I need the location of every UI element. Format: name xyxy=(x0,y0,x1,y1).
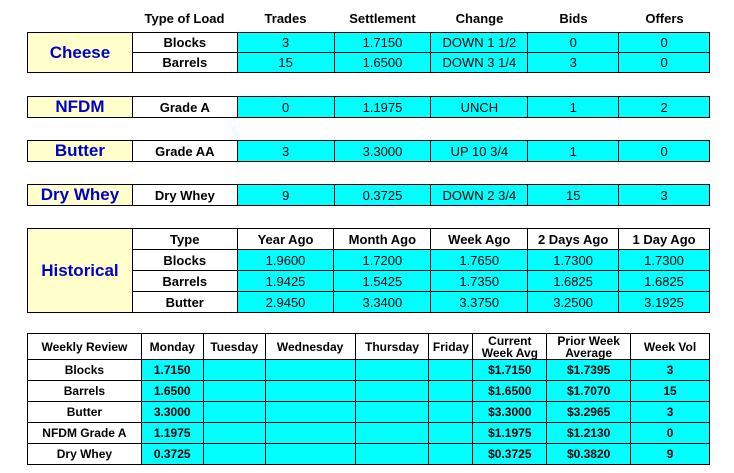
butter-bids: 1 xyxy=(528,141,619,162)
historical-cell: 1.7300 xyxy=(619,250,710,271)
weekly-current-avg-cell: $1.7150 xyxy=(473,360,547,381)
historical-cell: 1.9600 xyxy=(237,250,334,271)
weekly-thursday-cell xyxy=(355,402,429,423)
weekly-header-wednesday: Wednesday xyxy=(265,334,355,360)
historical-cell: 3.3750 xyxy=(431,292,528,313)
cheese-blocks-type: Blocks xyxy=(132,33,237,53)
butter-label: Butter xyxy=(28,141,133,162)
nfdm-change: UNCH xyxy=(431,97,528,118)
weekly-wednesday-cell xyxy=(265,381,355,402)
butter-settlement: 3.3000 xyxy=(334,141,431,162)
cheese-barrels-settlement: 1.6500 xyxy=(334,53,431,73)
weekly-review-table xyxy=(27,333,710,465)
drywhey-offers: 3 xyxy=(619,185,710,206)
weekly-row-label: Dry Whey xyxy=(28,444,142,465)
weekly-wednesday-cell xyxy=(265,444,355,465)
butter-trades: 3 xyxy=(237,141,334,162)
weekly-prior-avg-cell: $0.3820 xyxy=(547,444,631,465)
header-change: Change xyxy=(455,10,504,26)
cheese-table xyxy=(27,32,710,73)
drywhey-type: Dry Whey xyxy=(132,185,237,206)
weekly-current-avg-cell: $3.3000 xyxy=(473,402,547,423)
nfdm-table xyxy=(27,96,710,118)
header-bids: Bids xyxy=(559,10,588,26)
cheese-barrels-change: DOWN 3 1/4 xyxy=(431,53,528,73)
weekly-vol-cell: 3 xyxy=(631,402,710,423)
weekly-vol-cell: 15 xyxy=(631,381,710,402)
historical-header-year-ago: Year Ago xyxy=(237,229,334,250)
weekly-friday-cell xyxy=(429,381,473,402)
historical-cell: 1.7650 xyxy=(431,250,528,271)
weekly-thursday-cell xyxy=(355,381,429,402)
drywhey-change: DOWN 2 3/4 xyxy=(431,185,528,206)
weekly-vol-cell: 0 xyxy=(631,423,710,444)
weekly-row-label: Barrels xyxy=(28,381,142,402)
weekly-tuesday-cell xyxy=(203,381,265,402)
weekly-friday-cell xyxy=(429,360,473,381)
nfdm-settlement: 1.1975 xyxy=(334,97,431,118)
cheese-barrels-type: Barrels xyxy=(132,53,237,73)
cheese-barrels-trades: 15 xyxy=(237,53,334,73)
weekly-prior-avg-cell: $3.2965 xyxy=(547,402,631,423)
historical-cell: 3.1925 xyxy=(619,292,710,313)
header-trades: Trades xyxy=(264,10,307,26)
weekly-vol-cell: 3 xyxy=(631,360,710,381)
weekly-wednesday-cell xyxy=(265,360,355,381)
cheese-blocks-bids: 0 xyxy=(528,33,619,53)
nfdm-type: Grade A xyxy=(132,97,237,118)
historical-row-type: Butter xyxy=(132,292,237,313)
header-offers: Offers xyxy=(645,10,684,26)
weekly-header-monday: Monday xyxy=(141,334,203,360)
historical-header-month-ago: Month Ago xyxy=(334,229,431,250)
cheese-barrels-offers: 0 xyxy=(619,53,710,73)
weekly-row-label: NFDM Grade A xyxy=(28,423,142,444)
historical-table xyxy=(27,228,710,313)
weekly-monday-cell: 0.3725 xyxy=(141,444,203,465)
weekly-prior-avg-cell: $1.7070 xyxy=(547,381,631,402)
weekly-tuesday-cell xyxy=(203,360,265,381)
weekly-thursday-cell xyxy=(355,423,429,444)
top-header xyxy=(132,9,710,27)
cheese-barrels-bids: 3 xyxy=(528,53,619,73)
weekly-monday-cell: 1.1975 xyxy=(141,423,203,444)
historical-cell: 3.2500 xyxy=(528,292,619,313)
historical-cell: 1.7350 xyxy=(431,271,528,292)
drywhey-bids: 15 xyxy=(528,185,619,206)
weekly-current-avg-cell: $0.3725 xyxy=(473,444,547,465)
weekly-friday-cell xyxy=(429,423,473,444)
cheese-blocks-change: DOWN 1 1/2 xyxy=(431,33,528,53)
historical-cell: 1.6825 xyxy=(619,271,710,292)
cheese-label: Cheese xyxy=(28,33,133,73)
drywhey-table xyxy=(27,184,710,206)
historical-row-type: Blocks xyxy=(132,250,237,271)
weekly-header-week-vol: Week Vol xyxy=(631,334,710,360)
weekly-thursday-cell xyxy=(355,444,429,465)
historical-header-type: Type xyxy=(132,229,237,250)
butter-change: UP 10 3/4 xyxy=(431,141,528,162)
drywhey-settlement: 0.3725 xyxy=(334,185,431,206)
weekly-tuesday-cell xyxy=(203,444,265,465)
butter-type: Grade AA xyxy=(132,141,237,162)
drywhey-trades: 9 xyxy=(237,185,334,206)
weekly-vol-cell: 9 xyxy=(631,444,710,465)
nfdm-trades: 0 xyxy=(237,97,334,118)
butter-table xyxy=(27,140,710,162)
weekly-wednesday-cell xyxy=(265,402,355,423)
historical-cell: 2.9450 xyxy=(237,292,334,313)
butter-offers: 0 xyxy=(619,141,710,162)
nfdm-offers: 2 xyxy=(619,97,710,118)
weekly-monday-cell: 1.7150 xyxy=(141,360,203,381)
weekly-header-friday: Friday xyxy=(429,334,473,360)
weekly-row-label: Blocks xyxy=(28,360,142,381)
weekly-header-thursday: Thursday xyxy=(355,334,429,360)
weekly-header-label: Weekly Review xyxy=(28,334,142,360)
historical-cell: 1.6825 xyxy=(528,271,619,292)
weekly-friday-cell xyxy=(429,444,473,465)
historical-cell: 1.9425 xyxy=(237,271,334,292)
nfdm-bids: 1 xyxy=(528,97,619,118)
weekly-monday-cell: 3.3000 xyxy=(141,402,203,423)
historical-cell: 1.5425 xyxy=(334,271,431,292)
weekly-friday-cell xyxy=(429,402,473,423)
historical-cell: 1.7300 xyxy=(528,250,619,271)
weekly-current-avg-cell: $1.6500 xyxy=(473,381,547,402)
drywhey-label: Dry Whey xyxy=(28,185,133,206)
header-settlement: Settlement xyxy=(349,10,416,26)
weekly-tuesday-cell xyxy=(203,402,265,423)
weekly-monday-cell: 1.6500 xyxy=(141,381,203,402)
cheese-blocks-settlement: 1.7150 xyxy=(334,33,431,53)
weekly-thursday-cell xyxy=(355,360,429,381)
weekly-wednesday-cell xyxy=(265,423,355,444)
weekly-tuesday-cell xyxy=(203,423,265,444)
cheese-blocks-offers: 0 xyxy=(619,33,710,53)
weekly-header-prior-week-average: Prior Week Average xyxy=(547,334,631,360)
historical-header-2-days-ago: 2 Days Ago xyxy=(528,229,619,250)
historical-cell: 3.3400 xyxy=(334,292,431,313)
cheese-blocks-trades: 3 xyxy=(237,33,334,53)
weekly-header-current-week-avg: Current Week Avg xyxy=(473,334,547,360)
weekly-prior-avg-cell: $1.2130 xyxy=(547,423,631,444)
historical-label: Historical xyxy=(28,229,133,313)
weekly-header-tuesday: Tuesday xyxy=(203,334,265,360)
header-type-of-load: Type of Load xyxy=(144,10,225,26)
historical-header-1-day-ago: 1 Day Ago xyxy=(619,229,710,250)
weekly-prior-avg-cell: $1.7395 xyxy=(547,360,631,381)
historical-cell: 1.7200 xyxy=(334,250,431,271)
historical-header-week-ago: Week Ago xyxy=(431,229,528,250)
weekly-current-avg-cell: $1.1975 xyxy=(473,423,547,444)
weekly-row-label: Butter xyxy=(28,402,142,423)
nfdm-label: NFDM xyxy=(28,97,133,118)
historical-row-type: Barrels xyxy=(132,271,237,292)
